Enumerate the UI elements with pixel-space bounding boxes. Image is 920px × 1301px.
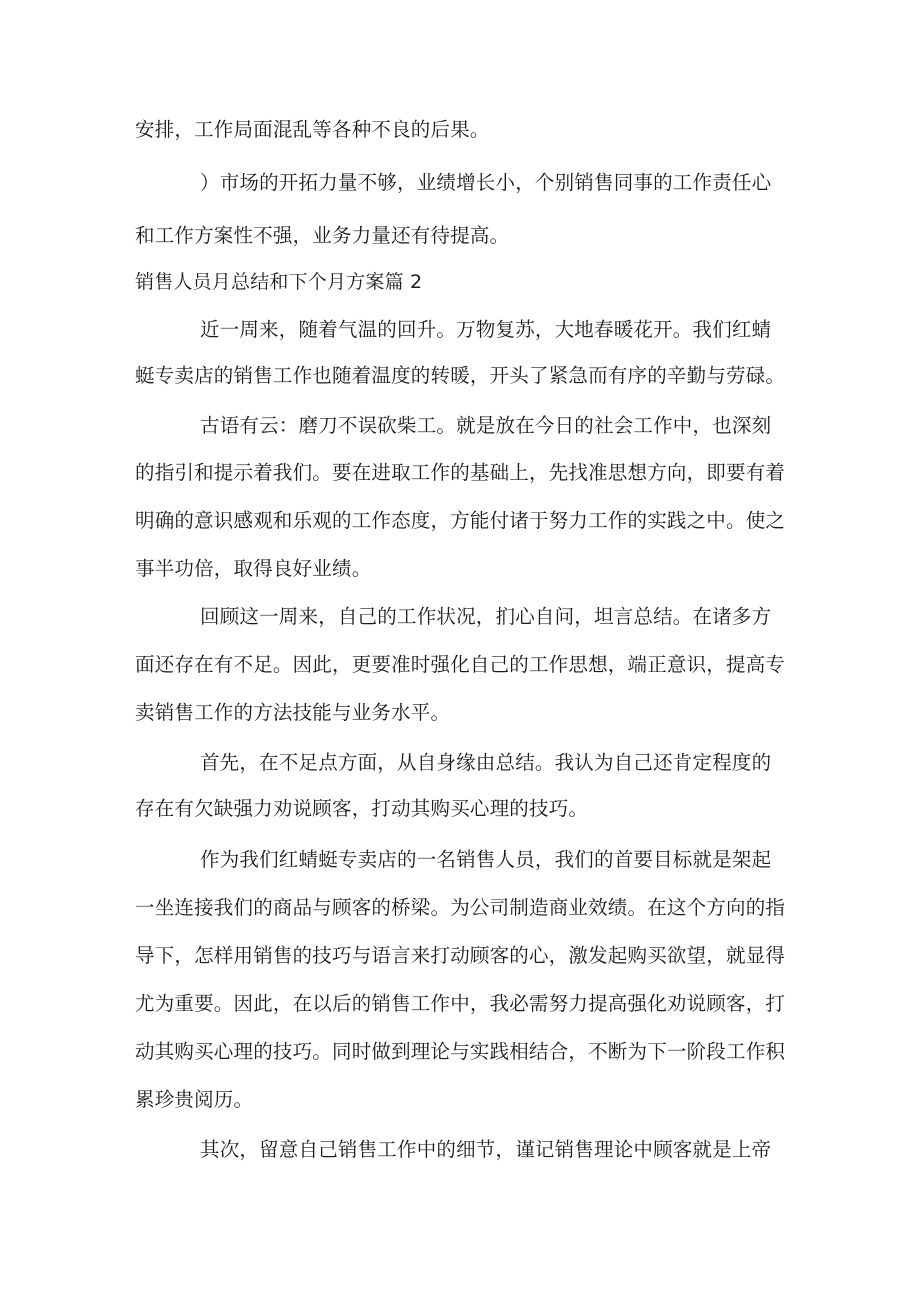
text-line: ）市场的开拓力量不够，业绩增长小，个别销售同事的工作责任心 (200, 171, 772, 194)
text-line: 古语有云：磨刀不误砍柴工。就是放在今日的社会工作中，也深刻 (200, 414, 772, 437)
text-line: 蜓专卖店的销售工作也随着温度的转暖，开头了紧急而有序的辛勤与劳碌。 (135, 364, 786, 387)
text-line: 首先，在不足点方面，从自身缘由总结。我认为自己还肯定程度的 (200, 751, 772, 774)
text-line: 卖销售工作的方法技能与业务水平。 (135, 701, 451, 724)
text-line: 事半功倍，取得良好业绩。 (135, 557, 372, 580)
text-line: 导下，怎样用销售的技巧与语言来打动顾客的心，激发起购买欲望，就显得 (135, 944, 786, 967)
text-line: 的指引和提示着我们。要在进取工作的基础上，先找准思想方向，即要有着 (135, 461, 786, 484)
text-line: 其次，留意自己销售工作中的细节，谨记销售理论中顾客就是上帝 (200, 1138, 772, 1161)
text-line: 回顾这一周来，自己的工作状况，扪心自问，坦言总结。在诸多方 (200, 605, 772, 628)
section-heading: 销售人员月总结和下个月方案篇 2 (135, 271, 423, 293)
text-line: 安排，工作局面混乱等各种不良的后果。 (135, 118, 490, 141)
text-line: 作为我们红蜻蜓专卖店的一名销售人员，我们的首要目标就是架起 (200, 848, 772, 871)
text-line: 动其购买心理的技巧。同时做到理论与实践相结合，不断为下一阶段工作积 (135, 1040, 786, 1063)
text-line: 存在有欠缺强力劝说顾客，打动其购买心理的技巧。 (135, 797, 589, 820)
text-line: 尤为重要。因此，在以后的销售工作中，我必需努力提高强化劝说顾客，打 (135, 992, 786, 1015)
text-line: 明确的意识感观和乐观的工作态度，方能付诸于努力工作的实践之中。使之 (135, 509, 786, 532)
text-line: 和工作方案性不强，业务力量还有待提高。 (135, 224, 510, 247)
text-line: 近一周来，随着气温的回升。万物复苏，大地春暖花开。我们红蜻 (200, 318, 772, 341)
text-line: 面还存在有不足。因此，更要准时强化自己的工作思想，端正意识，提高专 (135, 653, 786, 676)
text-line: 累珍贵阅历。 (135, 1088, 254, 1111)
text-line: 一坐连接我们的商品与顾客的桥梁。为公司制造商业效绩。在这个方向的指 (135, 896, 786, 919)
